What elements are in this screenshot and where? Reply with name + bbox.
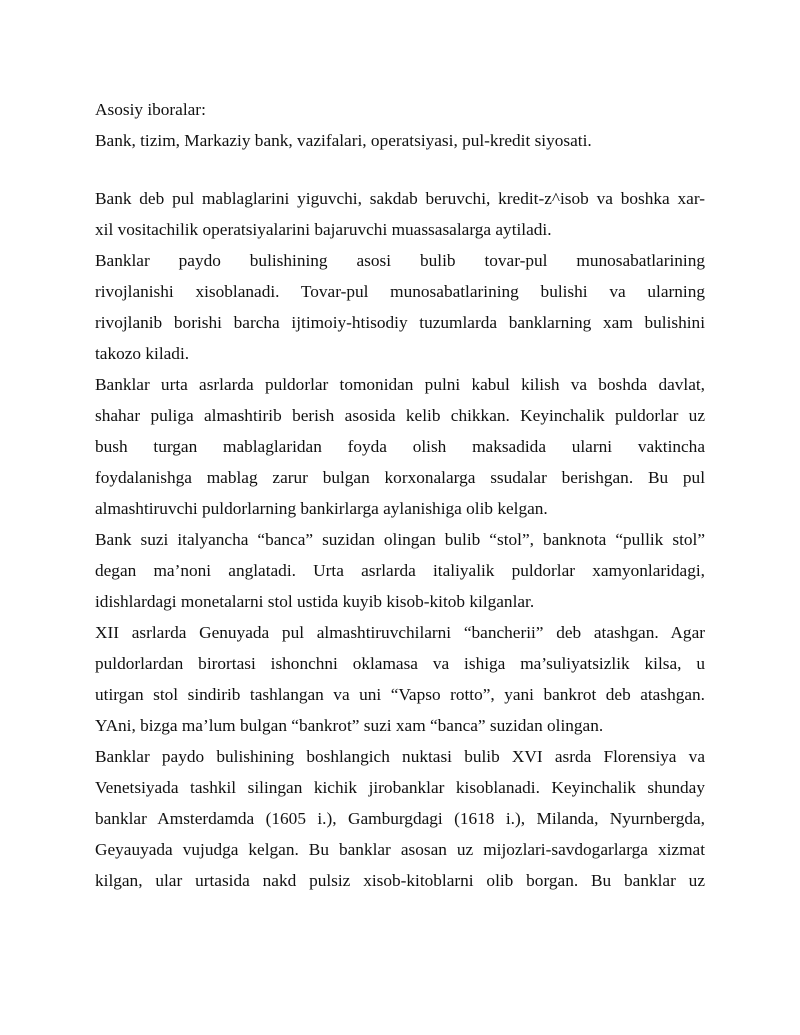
text-line: Banklar paydo bulishining asosi bulib tovar-pul munosabatlarining [95, 251, 705, 270]
text-line: utirgan stol sindirib tashlangan va uni “Vapso rotto”, yani bankrot deb atashgan. [95, 685, 705, 704]
text-line: rivojlanib borishi barcha ijtimoiy-htisodiy tuzumlarda banklarning xam bulishini [95, 313, 705, 332]
text-line: idishlardagi monetalarni stol ustida kuyib kisob-kitob kilganlar. [95, 592, 535, 611]
text-line: takozo kiladi. [95, 344, 190, 363]
paragraph-banca-etymology [95, 524, 705, 617]
text-line: Venetsiyada tashkil silingan kichik jirobanklar kisoblanadi. Keyinchalik shunday [95, 778, 705, 797]
text-line: banklar Amsterdamda (1605 i.), Gamburgdagi (1618 i.), Milanda, Nyurnbergda, [95, 809, 705, 828]
text-line: foydalanishga mablag zarur bulgan korxonalarga ssudalar berishgan. Bu pul [95, 468, 705, 487]
text-line: shahar puliga almashtirib berish asosida kelib chikkan. Keyinchalik puldorlar uz [95, 406, 705, 425]
paragraph-bankrot [95, 617, 705, 741]
text-line: XII asrlarda Genuyada pul almashtiruvchilarni “bancherii” deb atashgan. Agar [95, 623, 705, 642]
text-line: kilgan, ular urtasida nakd pulsiz xisob-kitoblarni olib borgan. Bu banklar uz [95, 871, 705, 890]
keywords-line: Bank, tizim, Markaziy bank, vazifalari, operatsiyasi, pul-kredit siyosati. [95, 131, 592, 150]
paragraph-medieval-banks [95, 369, 705, 524]
text-line: almashtiruvchi puldorlarning bankirlarga aylanishiga olib kelgan. [95, 499, 548, 518]
text-line: xil vositachilik operatsiyalarini bajaruvchi muassasalarga aytiladi. [95, 220, 552, 239]
text-line: YAni, bizga ma’lum bulgan “bankrot” suzi xam “banca” suzidan olingan. [95, 716, 604, 735]
text-line: Geyauyada vujudga kelgan. Bu banklar asosan uz mijozlari-savdogarlarga xizmat [95, 840, 705, 859]
document-page [95, 94, 705, 896]
paragraph-spacer [95, 156, 705, 183]
text-line: bush turgan mablaglaridan foyda olish maksadida ularni vaktincha [95, 437, 705, 456]
text-line: puldorlardan birortasi ishonchni oklamasa va ishiga ma’suliyatsizlik kilsa, u [95, 654, 705, 673]
paragraph-jirobanks [95, 741, 705, 896]
text-line: degan ma’noni anglatadi. Urta asrlarda italiyalik puldorlar xamyonlaridagi, [95, 561, 705, 580]
text-line: rivojlanishi xisoblanadi. Tovar-pul munosabatlarining bulishi va ularning [95, 282, 705, 301]
paragraph-bank-origin [95, 245, 705, 369]
paragraph-bank-definition [95, 183, 705, 245]
text-line: Bank deb pul mablaglarini yiguvchi, sakdab beruvchi, kredit-z^isob va boshka xar- [95, 189, 705, 208]
text-line: Banklar urta asrlarda puldorlar tomonidan pulni kabul kilish va boshda davlat, [95, 375, 705, 394]
text-line: Banklar paydo bulishining boshlangich nuktasi bulib XVI asrda Florensiya va [95, 747, 705, 766]
section-heading: Asosiy iboralar: [95, 100, 206, 119]
text-line: Bank suzi italyancha “banca” suzidan olingan bulib “stol”, banknota “pullik stol” [95, 530, 705, 549]
